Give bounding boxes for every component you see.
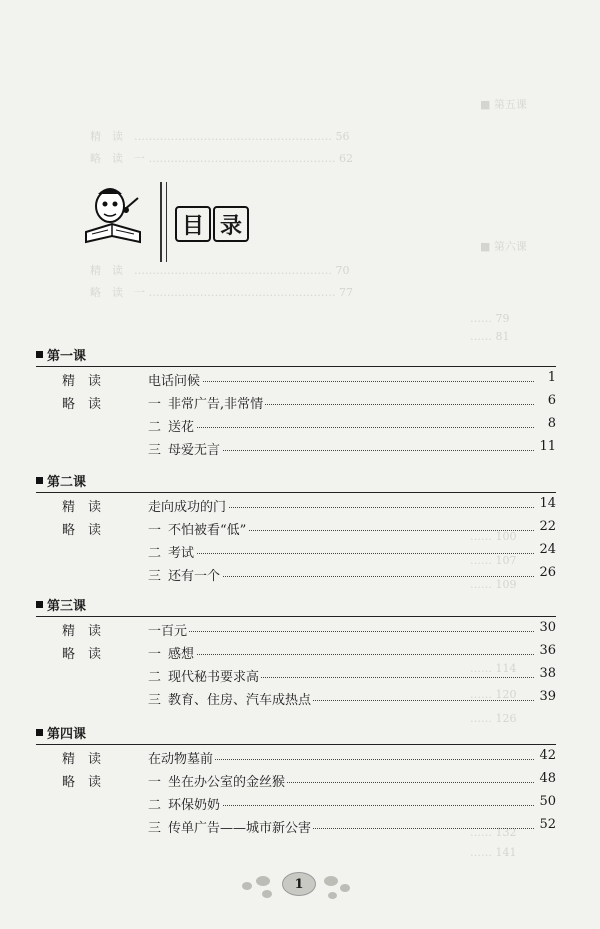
lesson-heading <box>36 468 556 493</box>
toc-entry[interactable] <box>36 413 556 435</box>
bleed-through-mark: …… 114 <box>470 662 517 675</box>
page-footer <box>236 866 366 906</box>
entry-title: 考试 <box>168 542 196 561</box>
lesson-heading <box>36 720 556 745</box>
entry-page-number: 11 <box>539 439 556 454</box>
lesson-section <box>36 342 556 458</box>
entry-title: 教育、住房、汽车成热点 <box>168 689 313 708</box>
bleed-through-mark: …… 109 <box>470 578 517 591</box>
toc-entry[interactable] <box>36 516 556 538</box>
lesson-heading <box>36 592 556 617</box>
toc-entry[interactable] <box>36 663 556 685</box>
entry-title: 现代秘书要求高 <box>168 666 261 685</box>
lesson-section <box>36 592 556 708</box>
bleed-through-mark: …… 132 <box>470 826 517 839</box>
entry-reading-type: 精 读 <box>62 752 102 767</box>
dot-leader <box>168 553 534 554</box>
entry-title: 坐在办公室的金丝猴 <box>168 771 287 790</box>
footer-ornament <box>340 884 350 892</box>
entry-page-number: 30 <box>539 620 556 635</box>
entry-page-number: 42 <box>539 748 556 763</box>
bleed-through-mark: …… 126 <box>470 712 517 725</box>
entry-page-number: 50 <box>539 794 556 809</box>
dot-leader <box>168 427 534 428</box>
entry-page-number: 52 <box>539 817 556 832</box>
entry-page-number: 1 <box>547 370 556 385</box>
header-divider <box>166 182 167 262</box>
dot-leader <box>148 381 534 382</box>
entry-reading-type: 略 读 <box>62 647 102 662</box>
bleed-through-mark: …… 120 <box>470 688 517 701</box>
footer-ornament <box>256 876 270 886</box>
entry-number: 三 <box>148 443 162 458</box>
entry-page-number: 48 <box>539 771 556 786</box>
toc-header <box>82 180 552 262</box>
entry-title: 环保奶奶 <box>168 794 222 813</box>
dot-leader <box>168 805 534 806</box>
bleed-through-mark: …… 107 <box>470 554 517 567</box>
toc-title-char: 目 <box>175 206 211 242</box>
bleed-through-mark: 略 读 一 …………………………………………… 77 <box>90 286 353 299</box>
entry-title: 母爱无言 <box>168 439 222 458</box>
entry-title: 一百元 <box>148 620 189 639</box>
toc-entry[interactable] <box>36 745 556 767</box>
toc-entry[interactable] <box>36 814 556 836</box>
footer-ornament <box>324 876 338 886</box>
entry-reading-type: 略 读 <box>62 775 102 790</box>
footer-ornament <box>328 892 337 899</box>
entry-number: 一 <box>148 775 162 790</box>
entry-number: 一 <box>148 523 162 538</box>
bleed-through-mark: 精 读 ……………………………………………… 56 <box>90 130 350 143</box>
square-bullet-icon <box>36 729 43 736</box>
footer-ornament <box>262 890 272 898</box>
bleed-through-mark: …… 79 <box>470 312 510 325</box>
toc-entry[interactable] <box>36 539 556 561</box>
entry-page-number: 36 <box>539 643 556 658</box>
dot-leader <box>148 631 534 632</box>
entry-page-number: 24 <box>539 542 556 557</box>
reading-mascot-icon <box>82 180 146 250</box>
toc-entry[interactable] <box>36 436 556 458</box>
entry-title: 走向成功的门 <box>148 496 228 515</box>
entry-number: 二 <box>148 420 162 435</box>
bleed-through-mark: ■ 第五课 <box>480 98 527 111</box>
entry-title: 感想 <box>168 643 196 662</box>
entry-reading-type: 精 读 <box>62 500 102 515</box>
entry-page-number: 8 <box>547 416 556 431</box>
lesson-label: 第四课 <box>47 726 87 742</box>
entry-number: 一 <box>148 397 162 412</box>
entry-title: 传单广告——城市新公害 <box>168 817 313 836</box>
entry-number: 三 <box>148 693 162 708</box>
entry-number: 二 <box>148 546 162 561</box>
square-bullet-icon <box>36 477 43 484</box>
entry-title: 送花 <box>168 416 196 435</box>
entry-page-number: 22 <box>539 519 556 534</box>
entry-title: 非常广告,非常情 <box>168 393 265 412</box>
entry-number: 二 <box>148 798 162 813</box>
entry-number: 三 <box>148 821 162 836</box>
toc-entry[interactable] <box>36 640 556 662</box>
toc-entry[interactable] <box>36 367 556 389</box>
bleed-through-mark: …… 141 <box>470 846 517 859</box>
toc-entry[interactable] <box>36 768 556 790</box>
square-bullet-icon <box>36 601 43 608</box>
dot-leader <box>168 450 534 451</box>
toc-entry[interactable] <box>36 617 556 639</box>
bleed-through-mark: …… 100 <box>470 530 517 543</box>
entry-number: 二 <box>148 670 162 685</box>
lesson-label: 第一课 <box>47 348 87 364</box>
bleed-through-mark: ■ 第六课 <box>480 240 527 253</box>
entry-reading-type: 略 读 <box>62 523 102 538</box>
toc-entry[interactable] <box>36 390 556 412</box>
entry-number: 一 <box>148 647 162 662</box>
toc-title-char: 录 <box>213 206 249 242</box>
lesson-label: 第二课 <box>47 474 87 490</box>
lesson-heading <box>36 342 556 367</box>
entry-number: 三 <box>148 569 162 584</box>
lesson-section <box>36 468 556 584</box>
toc-entry[interactable] <box>36 562 556 584</box>
entry-page-number: 6 <box>547 393 556 408</box>
entry-page-number: 26 <box>539 565 556 580</box>
bleed-through-mark: 精 读 ……………………………………………… 70 <box>90 264 350 277</box>
entry-title: 还有一个 <box>168 565 222 584</box>
footer-ornament <box>242 882 252 890</box>
square-bullet-icon <box>36 351 43 358</box>
toc-entry[interactable] <box>36 791 556 813</box>
dot-leader <box>168 576 534 577</box>
bleed-through-mark: 略 读 一 …………………………………………… 62 <box>90 152 353 165</box>
toc-entry[interactable] <box>36 686 556 708</box>
bleed-through-mark: …… 81 <box>470 330 510 343</box>
entry-title: 在动物墓前 <box>148 748 215 767</box>
header-divider <box>160 182 162 262</box>
entry-page-number: 39 <box>539 689 556 704</box>
toc-entry[interactable] <box>36 493 556 515</box>
entry-title: 电话问候 <box>148 370 202 389</box>
entry-reading-type: 略 读 <box>62 397 102 412</box>
entry-page-number: 14 <box>539 496 556 511</box>
entry-page-number: 38 <box>539 666 556 681</box>
entry-title: 不怕被看“低” <box>168 519 248 538</box>
dot-leader <box>168 654 534 655</box>
lesson-label: 第三课 <box>47 598 87 614</box>
entry-reading-type: 精 读 <box>62 624 102 639</box>
lesson-section <box>36 720 556 836</box>
entry-reading-type: 精 读 <box>62 374 102 389</box>
page-number: 1 <box>282 872 316 896</box>
